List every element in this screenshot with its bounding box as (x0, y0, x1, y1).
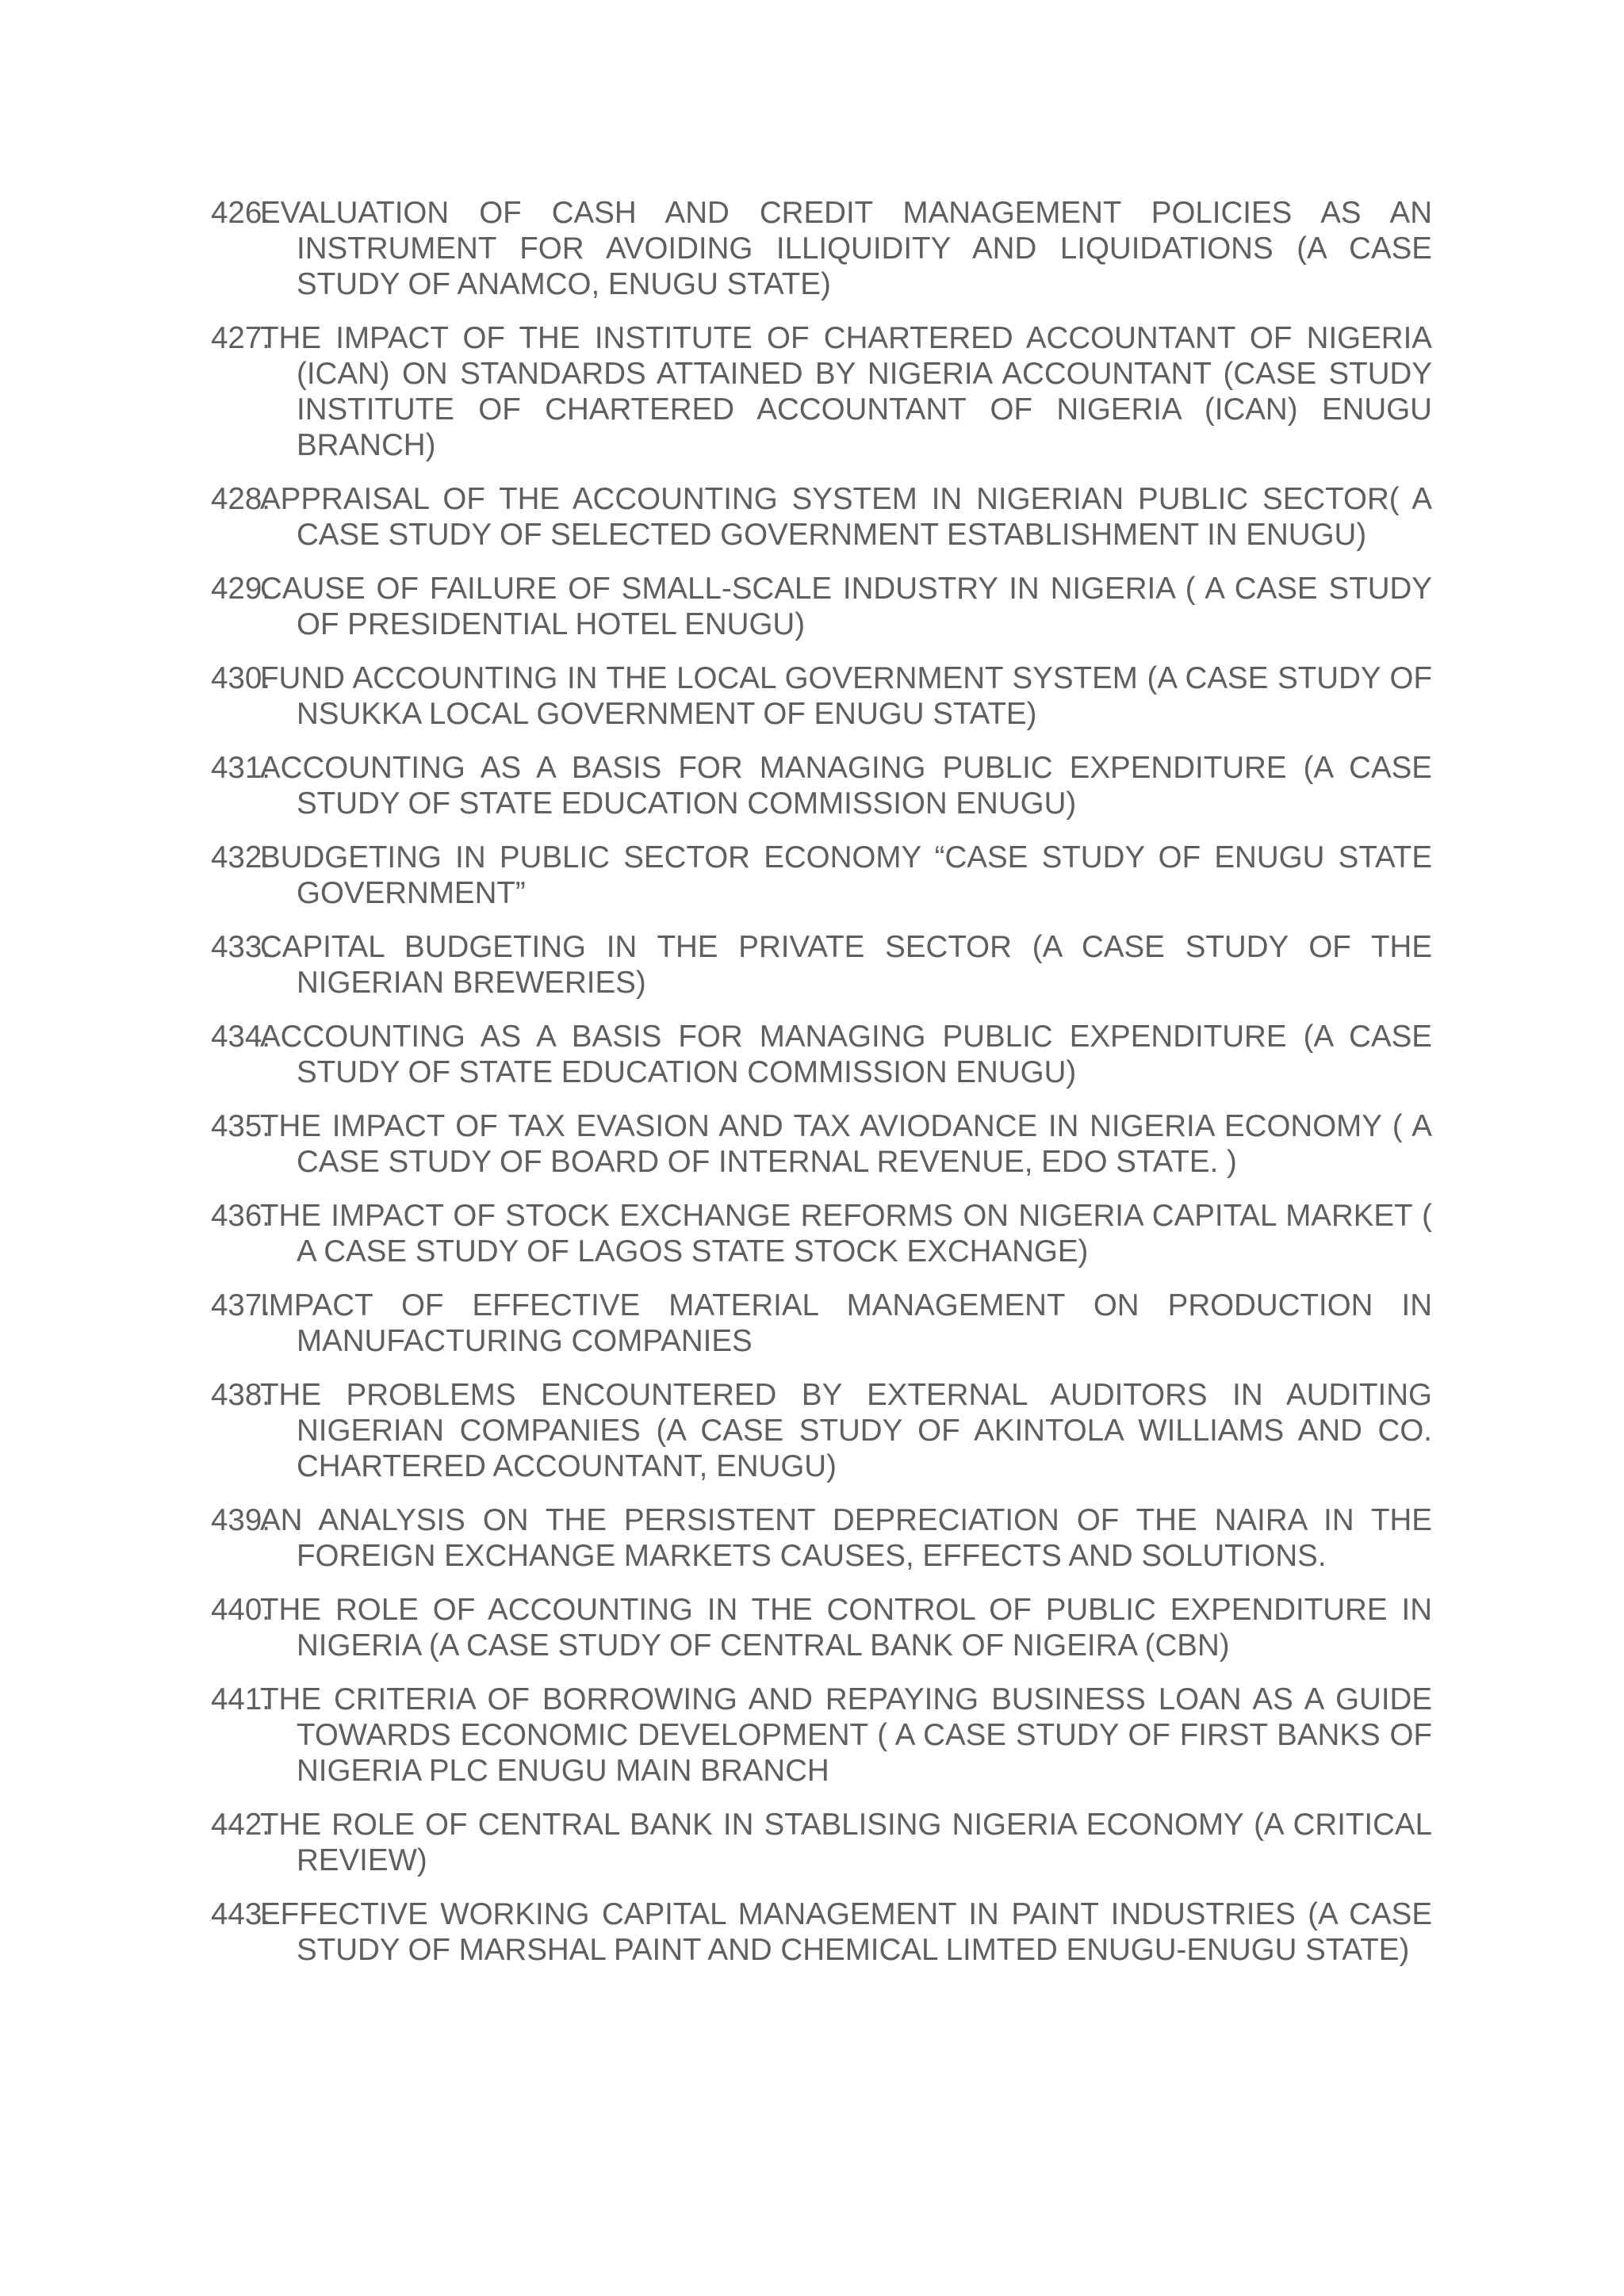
topic-title: APPRAISAL OF THE ACCOUNTING SYSTEM IN NIGERIAN PUBLIC SECTOR( A CASE STUDY OF SELECTED GOVERNMENT ESTABLISHMENT IN ENUGU) (260, 482, 1432, 552)
topic-title: THE IMPACT OF STOCK EXCHANGE REFORMS ON NIGERIA CAPITAL MARKET ( A CASE STUDY OF LAGOS STATE STOCK EXCHANGE) (260, 1199, 1432, 1269)
topic-number: 441. (211, 1682, 270, 1716)
topic-number: 431. (211, 751, 270, 785)
list-item (211, 840, 1432, 911)
list-item (211, 320, 1432, 463)
topic-number: 432. (211, 840, 270, 874)
topic-title: ACCOUNTING AS A BASIS FOR MANAGING PUBLIC EXPENDITURE (A CASE STUDY OF STATE EDUCATION COMMISSION ENUGU) (260, 751, 1432, 821)
list-item (211, 660, 1432, 732)
list-item (211, 1288, 1432, 1359)
topic-number: 438. (211, 1378, 270, 1412)
topic-number: 436. (211, 1199, 270, 1233)
topic-title: CAPITAL BUDGETING IN THE PRIVATE SECTOR (A CASE STUDY OF THE NIGERIAN BREWERIES) (260, 930, 1432, 1000)
topic-number: 427. (211, 321, 270, 355)
topic-number: 442. (211, 1808, 270, 1842)
list-item (211, 481, 1432, 553)
topic-title: THE ROLE OF ACCOUNTING IN THE CONTROL OF PUBLIC EXPENDITURE IN NIGERIA (A CASE STUDY OF CENTRAL BANK OF NIGEIRA (CBN) (260, 1593, 1432, 1663)
topic-number: 434. (211, 1020, 270, 1054)
list-item (211, 929, 1432, 1001)
topic-number: 435. (211, 1109, 270, 1143)
list-item (211, 1377, 1432, 1484)
topic-number: 430. (211, 661, 270, 695)
topic-number: 428. (211, 482, 270, 516)
topic-title: FUND ACCOUNTING IN THE LOCAL GOVERNMENT SYSTEM (A CASE STUDY OF NSUKKA LOCAL GOVERNMENT OF ENUGU STATE) (260, 661, 1432, 731)
topic-number: 433. (211, 930, 270, 964)
topic-title: THE IMPACT OF TAX EVASION AND TAX AVIODANCE IN NIGERIA ECONOMY ( A CASE STUDY OF BOARD OF INTERNAL REVENUE, EDO STATE. ) (260, 1109, 1432, 1179)
topic-title: BUDGETING IN PUBLIC SECTOR ECONOMY “CASE STUDY OF ENUGU STATE GOVERNMENT” (260, 840, 1432, 910)
list-item (211, 1019, 1432, 1090)
topic-number: 439. (211, 1503, 270, 1537)
topic-number: 437. (211, 1288, 270, 1322)
topic-title: AN ANALYSIS ON THE PERSISTENT DEPRECIATION OF THE NAIRA IN THE FOREIGN EXCHANGE MARKETS CAUSES, EFFECTS AND SOLUTIONS. (260, 1503, 1432, 1573)
list-item (211, 571, 1432, 642)
topic-title: THE ROLE OF CENTRAL BANK IN STABLISING NIGERIA ECONOMY (A CRITICAL REVIEW) (260, 1808, 1432, 1877)
list-item (211, 750, 1432, 821)
topic-title: CAUSE OF FAILURE OF SMALL-SCALE INDUSTRY IN NIGERIA ( A CASE STUDY OF PRESIDENTIAL HOTEL ENUGU) (260, 572, 1432, 641)
list-item (211, 1807, 1432, 1878)
list-item (211, 1198, 1432, 1269)
list-item (211, 195, 1432, 302)
list-item (211, 1502, 1432, 1574)
topic-title: THE CRITERIA OF BORROWING AND REPAYING BUSINESS LOAN AS A GUIDE TOWARDS ECONOMIC DEVELOPMENT ( A CASE STUDY OF FIRST BANKS OF NIGERIA PLC ENUGU MAIN BRANCH (260, 1682, 1432, 1788)
topic-title: THE IMPACT OF THE INSTITUTE OF CHARTERED ACCOUNTANT OF NIGERIA (ICAN) ON STANDARDS ATTAINED BY NIGERIA ACCOUNTANT (CASE STUDY INSTITUTE OF CHARTERED ACCOUNTANT OF NIGERIA (ICAN) ENUGU BRANCH) (260, 321, 1432, 462)
topic-title: EVALUATION OF CASH AND CREDIT MANAGEMENT POLICIES AS AN INSTRUMENT FOR AVOIDING ILLIQUIDITY AND LIQUIDATIONS (A CASE STUDY OF ANAMCO, ENUGU STATE) (260, 196, 1432, 301)
topic-title: IMPACT OF EFFECTIVE MATERIAL MANAGEMENT ON PRODUCTION IN MANUFACTURING COMPANIES (260, 1288, 1432, 1358)
list-item (211, 1592, 1432, 1663)
document-page (211, 195, 1432, 1986)
topic-number: 426. (211, 196, 270, 230)
list-item (211, 1108, 1432, 1180)
topic-title: EFFECTIVE WORKING CAPITAL MANAGEMENT IN PAINT INDUSTRIES (A CASE STUDY OF MARSHAL PAINT AND CHEMICAL LIMTED ENUGU-ENUGU STATE) (260, 1897, 1432, 1967)
project-topic-list (211, 195, 1432, 1968)
topic-number: 429. (211, 572, 270, 606)
list-item (211, 1682, 1432, 1789)
list-item (211, 1896, 1432, 1968)
topic-title: THE PROBLEMS ENCOUNTERED BY EXTERNAL AUDITORS IN AUDITING NIGERIAN COMPANIES (A CASE STUDY OF AKINTOLA WILLIAMS AND CO. CHARTERED ACCOUNTANT, ENUGU) (260, 1378, 1432, 1483)
topic-title: ACCOUNTING AS A BASIS FOR MANAGING PUBLIC EXPENDITURE (A CASE STUDY OF STATE EDUCATION COMMISSION ENUGU) (260, 1020, 1432, 1089)
topic-number: 440. (211, 1593, 270, 1627)
topic-number: 443. (211, 1897, 270, 1931)
